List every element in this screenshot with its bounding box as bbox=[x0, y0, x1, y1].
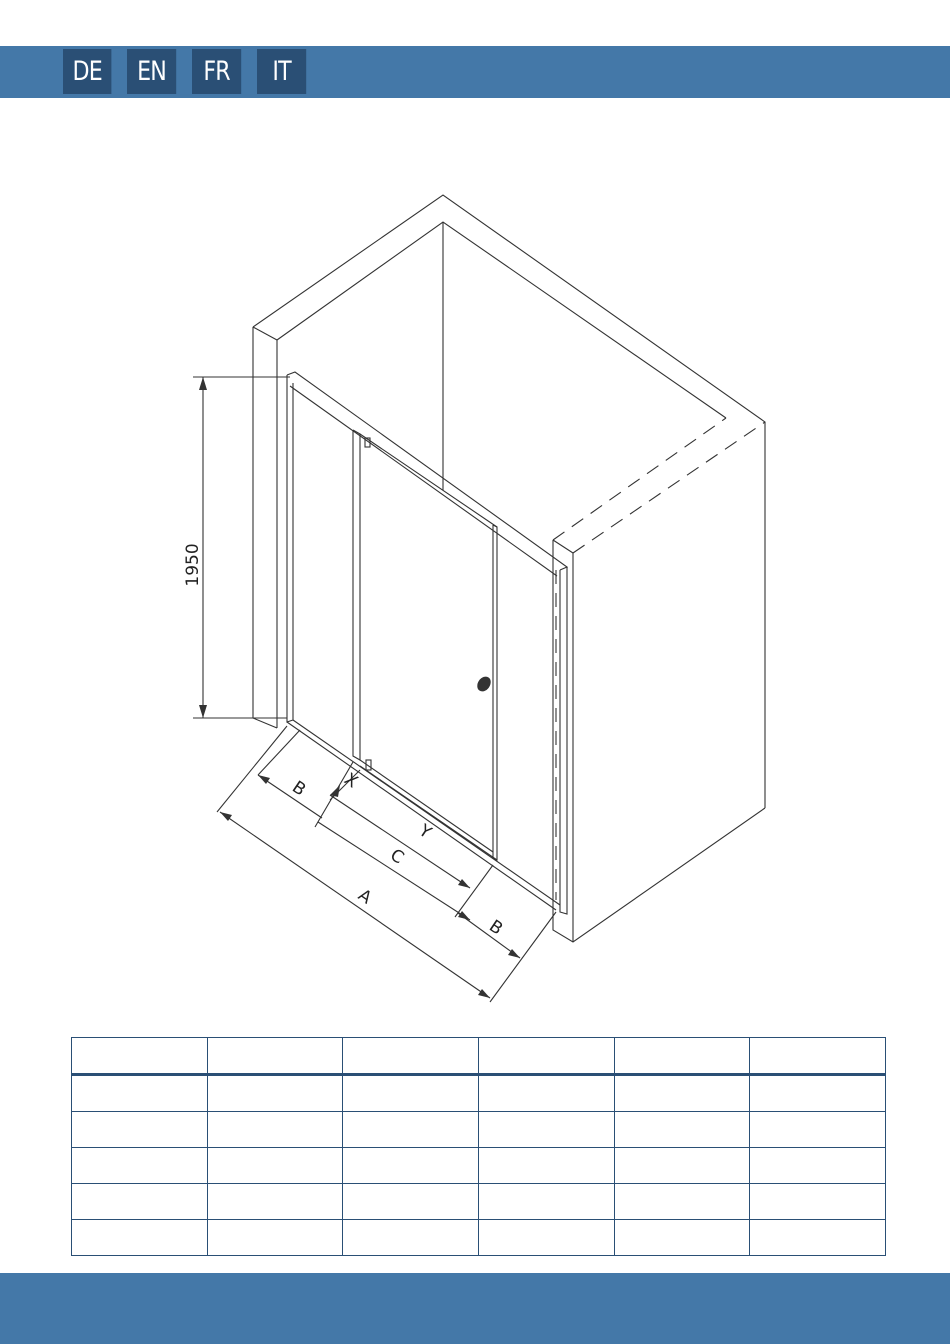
table-cell bbox=[72, 1184, 208, 1220]
table-cell bbox=[478, 1148, 614, 1184]
table-header-cell bbox=[478, 1038, 614, 1075]
door-lock-profile bbox=[493, 525, 497, 860]
dimensions-table bbox=[71, 1037, 886, 1256]
dim-a bbox=[220, 812, 490, 998]
table-header-cell bbox=[72, 1038, 208, 1075]
ext-left bbox=[217, 726, 287, 812]
right-wall-top bbox=[553, 540, 573, 553]
language-tabs bbox=[63, 49, 317, 94]
table-cell bbox=[478, 1075, 614, 1112]
door-handle bbox=[474, 674, 493, 694]
table-header-cell bbox=[343, 1038, 479, 1075]
table-header-cell bbox=[207, 1038, 343, 1075]
table-cell bbox=[207, 1148, 343, 1184]
table-cell bbox=[343, 1184, 479, 1220]
table-row bbox=[72, 1075, 886, 1112]
label-x: X bbox=[340, 769, 362, 793]
label-a: A bbox=[354, 885, 376, 909]
table-cell bbox=[750, 1075, 886, 1112]
table-cell bbox=[207, 1075, 343, 1112]
door-bottom-seal bbox=[360, 766, 497, 860]
hidden-edge-2 bbox=[573, 422, 765, 553]
door-hinge-profile bbox=[353, 430, 360, 760]
arrow-height-top bbox=[199, 377, 207, 390]
table-cell bbox=[478, 1184, 614, 1220]
table-row bbox=[72, 1112, 886, 1148]
table-cell bbox=[614, 1112, 750, 1148]
language-tab-it[interactable]: IT bbox=[257, 49, 306, 94]
table-cell bbox=[614, 1075, 750, 1112]
wall-inner-top bbox=[277, 222, 726, 418]
top-rail bbox=[287, 372, 567, 570]
table-cell bbox=[72, 1075, 208, 1112]
table-cell bbox=[72, 1148, 208, 1184]
table-cell bbox=[614, 1184, 750, 1220]
bottom-rail-outer bbox=[287, 722, 556, 910]
table-cell bbox=[750, 1184, 886, 1220]
table-cell bbox=[207, 1184, 343, 1220]
footer-bar bbox=[0, 1273, 950, 1344]
drawing-lines bbox=[193, 195, 765, 1002]
table-cell bbox=[750, 1148, 886, 1184]
language-tab-de[interactable]: DE bbox=[63, 49, 111, 94]
handle-knob bbox=[474, 674, 493, 694]
label-c: C bbox=[386, 845, 408, 869]
arrow-height-bottom bbox=[199, 705, 207, 718]
table-cell bbox=[750, 1220, 886, 1256]
dim-y bbox=[330, 795, 470, 888]
label-b-right: B bbox=[485, 916, 507, 940]
door-top bbox=[360, 434, 497, 527]
arrow-b-left-start bbox=[258, 775, 270, 784]
wall-outline bbox=[253, 195, 765, 808]
table-cell bbox=[207, 1112, 343, 1148]
top-rail-inner bbox=[290, 386, 557, 576]
table-header-cell bbox=[614, 1038, 750, 1075]
right-wall-front bbox=[553, 540, 765, 942]
header-bar bbox=[0, 46, 950, 98]
bottom-rail bbox=[293, 720, 560, 905]
table-cell bbox=[614, 1148, 750, 1184]
table-cell bbox=[750, 1112, 886, 1148]
table-header-cell bbox=[750, 1038, 886, 1075]
left-wall-top bbox=[253, 327, 277, 340]
table-cell bbox=[207, 1220, 343, 1256]
table-cell bbox=[72, 1220, 208, 1256]
hidden-edge-1 bbox=[553, 418, 726, 540]
left-wall-front bbox=[253, 327, 277, 728]
dim-c bbox=[318, 822, 470, 920]
language-tab-fr[interactable]: FR bbox=[192, 49, 241, 94]
right-profile bbox=[560, 567, 567, 914]
label-y: Y bbox=[414, 820, 435, 844]
label-b-left: B bbox=[288, 777, 310, 801]
shower-door-drawing bbox=[0, 180, 950, 1010]
language-tab-en[interactable]: EN bbox=[127, 49, 176, 94]
table-cell bbox=[614, 1220, 750, 1256]
arrow-x bbox=[330, 785, 340, 797]
table-cell bbox=[343, 1220, 479, 1256]
table-cell bbox=[478, 1220, 614, 1256]
table-cell bbox=[343, 1148, 479, 1184]
table-row bbox=[72, 1148, 886, 1184]
technical-drawing-svg bbox=[0, 180, 950, 1010]
table-row bbox=[72, 1220, 886, 1256]
ext-b-left bbox=[258, 730, 300, 775]
table-row bbox=[72, 1184, 886, 1220]
table-cell bbox=[343, 1112, 479, 1148]
ext-y bbox=[455, 865, 493, 917]
height-label: 1950 bbox=[183, 543, 203, 587]
table-header-row bbox=[72, 1038, 886, 1075]
table-cell bbox=[72, 1112, 208, 1148]
arrow-c-end bbox=[458, 911, 470, 920]
table-cell bbox=[478, 1112, 614, 1148]
table-cell bbox=[343, 1075, 479, 1112]
arrow-y-end bbox=[458, 879, 470, 888]
left-profile bbox=[287, 375, 293, 722]
